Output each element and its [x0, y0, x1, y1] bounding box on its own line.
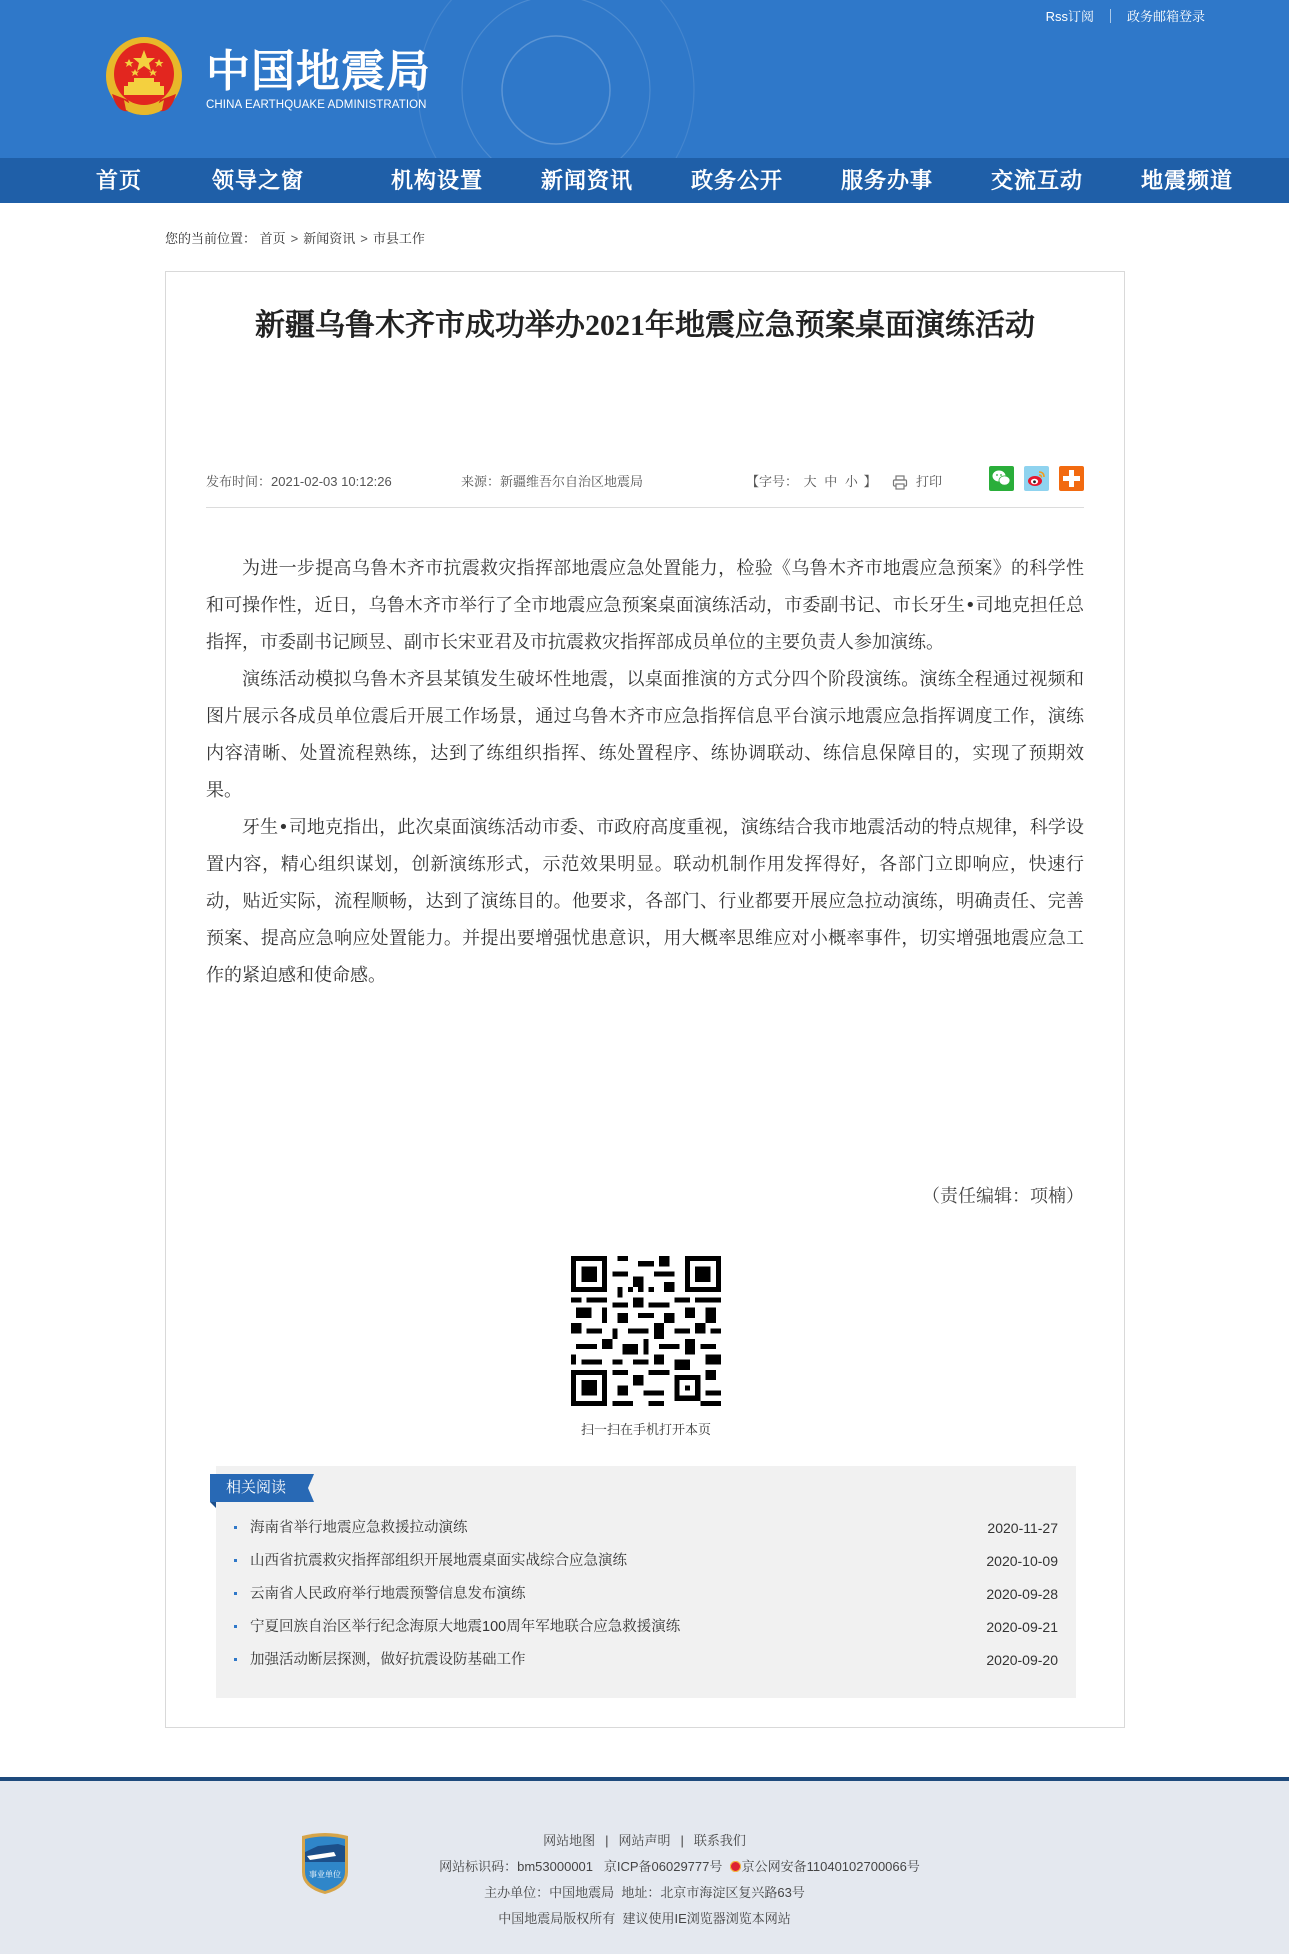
font-size-label: 【字号： — [746, 474, 799, 489]
more-share-plus-icon[interactable] — [1059, 466, 1084, 491]
print-label: 打印 — [916, 474, 943, 489]
publish-label: 发布时间： — [206, 474, 272, 489]
footer-contact-link[interactable]: 联系我们 — [693, 1833, 746, 1848]
share-buttons — [989, 466, 1084, 491]
publish-time-value: 2021-02-03 10:12:26 — [271, 474, 392, 489]
related-link[interactable]: 加强活动断层探测，做好抗震设防基础工作 — [250, 1652, 526, 1668]
breadcrumb-city-county[interactable]: 市县工作 — [372, 231, 425, 246]
breadcrumb-prefix: 您的当前位置： — [165, 231, 257, 246]
breadcrumb — [165, 228, 425, 247]
breadcrumb-news[interactable]: 新闻资讯 — [303, 231, 356, 246]
nav-gov-affairs[interactable]: 政务公开 — [690, 168, 783, 193]
print-button[interactable] — [892, 472, 942, 492]
related-date: 2020-09-21 — [986, 1619, 1058, 1635]
divider — [1110, 9, 1111, 23]
list-item — [234, 1646, 1058, 1679]
printer-icon — [892, 475, 908, 490]
footer-links — [0, 1828, 1289, 1854]
top-links — [1046, 6, 1205, 25]
footer-sitemap-link[interactable]: 网站地图 — [543, 1833, 596, 1848]
icp-link[interactable]: 京ICP备06029777号 — [603, 1859, 723, 1874]
font-size-close: 】 — [863, 474, 877, 489]
related-date: 2020-11-27 — [987, 1520, 1058, 1536]
nav-services[interactable]: 服务办事 — [840, 168, 933, 193]
related-list — [234, 1514, 1058, 1679]
font-size-large[interactable]: 大 — [803, 474, 817, 489]
svg-text:事业单位: 事业单位 — [309, 1870, 341, 1879]
article-card — [165, 271, 1125, 1728]
related-date: 2020-09-28 — [986, 1586, 1058, 1602]
list-item — [234, 1580, 1058, 1613]
footer-host — [0, 1880, 1289, 1906]
footer-info — [0, 1828, 1289, 1932]
site-name-en: CHINA EARTHQUAKE ADMINISTRATION — [206, 99, 427, 111]
site-name-cn: 中国地震局 — [206, 46, 431, 97]
divider: | — [605, 1833, 609, 1848]
main-nav — [0, 158, 1289, 203]
nav-home[interactable]: 首页 — [96, 168, 143, 193]
font-size-control — [746, 472, 877, 492]
breadcrumb-separator: > — [290, 231, 299, 246]
host-address: 地址：北京市海淀区复兴路63号 — [621, 1885, 805, 1900]
wechat-icon[interactable] — [989, 466, 1014, 491]
nav-interaction[interactable]: 交流互动 — [990, 168, 1083, 193]
related-link[interactable]: 海南省举行地震应急救援拉动演练 — [250, 1520, 468, 1536]
host-org: 主办单位：中国地震局 — [484, 1885, 615, 1900]
footer-registration — [0, 1854, 1289, 1880]
related-link[interactable]: 宁夏回族自治区举行纪念海原大地震100周年军地联合应急救援演练 — [250, 1619, 681, 1635]
site-id: 网站标识码：bm53000001 — [439, 1859, 594, 1874]
related-reading — [216, 1466, 1076, 1698]
font-size-medium[interactable]: 中 — [824, 474, 838, 489]
site-footer — [0, 1777, 1289, 1954]
article-body — [206, 550, 1084, 994]
nav-news[interactable]: 新闻资讯 — [540, 168, 633, 193]
article-source — [461, 472, 643, 492]
related-date: 2020-10-09 — [986, 1553, 1058, 1569]
breadcrumb-home[interactable]: 首页 — [259, 231, 286, 246]
footer-copyright — [0, 1906, 1289, 1932]
nav-organization[interactable]: 机构设置 — [390, 168, 483, 193]
breadcrumb-separator: > — [360, 231, 368, 246]
site-logo[interactable] — [104, 36, 431, 122]
qr-caption: 扫一扫在手机打开本页 — [580, 1422, 711, 1437]
article-paragraph: 为进一步提高乌鲁木齐市抗震救灾指挥部地震应急处置能力，检验《乌鲁木齐市地震应急预案》的科学性和可操作性，近日，乌鲁木齐市举行了全市地震应急预案桌面演练活动，市委副书记、市长牙生•司地克担任总指挥，市委副书记顾昱、副市长宋亚君及市抗震救灾指挥部成员单位的主要负责人参加演练。 — [206, 558, 1084, 653]
related-reading-tag — [210, 1474, 314, 1502]
related-date: 2020-09-20 — [986, 1652, 1058, 1668]
publish-time — [206, 472, 392, 492]
browser-note: 建议使用IE浏览器浏览本网站 — [622, 1911, 791, 1926]
related-link[interactable]: 云南省人民政府举行地震预警信息发布演练 — [250, 1586, 526, 1602]
national-emblem-icon — [104, 36, 184, 122]
footer-statement-link[interactable]: 网站声明 — [618, 1833, 671, 1848]
police-badge-icon — [730, 1861, 741, 1872]
related-reading-title: 相关阅读 — [226, 1479, 287, 1496]
qr-code — [571, 1256, 721, 1406]
related-link[interactable]: 山西省抗震救灾指挥部组织开展地震桌面实战综合应急演练 — [250, 1553, 627, 1569]
weibo-icon[interactable] — [1024, 466, 1049, 491]
police-record-link[interactable]: 京公网安备11040102700066号 — [741, 1859, 920, 1874]
list-item — [234, 1547, 1058, 1580]
source-value: 新疆维吾尔自治区地震局 — [500, 474, 644, 489]
site-header — [0, 0, 1289, 158]
gov-mail-login-link[interactable]: 政务邮箱登录 — [1126, 9, 1205, 24]
article-title: 新疆乌鲁木齐市成功举办2021年地震应急预案桌面演练活动 — [255, 309, 1035, 342]
copyright: 中国地震局版权所有 — [498, 1911, 616, 1926]
rss-link[interactable]: Rss订阅 — [1045, 9, 1094, 24]
responsible-editor: （责任编辑：项楠） — [922, 1186, 1084, 1206]
font-size-small[interactable]: 小 — [844, 474, 858, 489]
list-item — [234, 1613, 1058, 1646]
source-label: 来源： — [461, 474, 501, 489]
article-paragraph: 牙生•司地克指出，此次桌面演练活动市委、市政府高度重视，演练结合我市地震活动的特点规律，科学设置内容，精心组织谋划，创新演练形式，示范效果明显。联动机制作用发挥得好，各部门立即响应，快速行动，贴近实际，流程顺畅，达到了演练目的。他要求，各部门、行业都要开展应急拉动演练，明确责任、完善预案、提高应急响应处置能力。并提出要增强忧患意识，用大概率思维应对小概率事件，切实增强地震应急工作的紧迫感和使命感。 — [206, 817, 1084, 986]
article-paragraph: 演练活动模拟乌鲁木齐县某镇发生破坏性地震，以桌面推演的方式分四个阶段演练。演练全程通过视频和图片展示各成员单位震后开展工作场景，通过乌鲁木齐市应急指挥信息平台演示地震应急指挥调度工作，演练内容清晰、处置流程熟练，达到了练组织指挥、练处置程序、练协调联动、练信息保障目的，实现了预期效果。 — [206, 669, 1084, 801]
nav-leadership[interactable]: 领导之窗 — [212, 168, 305, 193]
list-item — [234, 1514, 1058, 1547]
nav-earthquake-channel[interactable]: 地震频道 — [1140, 168, 1233, 193]
divider: | — [680, 1833, 684, 1848]
article-meta — [206, 472, 1084, 508]
